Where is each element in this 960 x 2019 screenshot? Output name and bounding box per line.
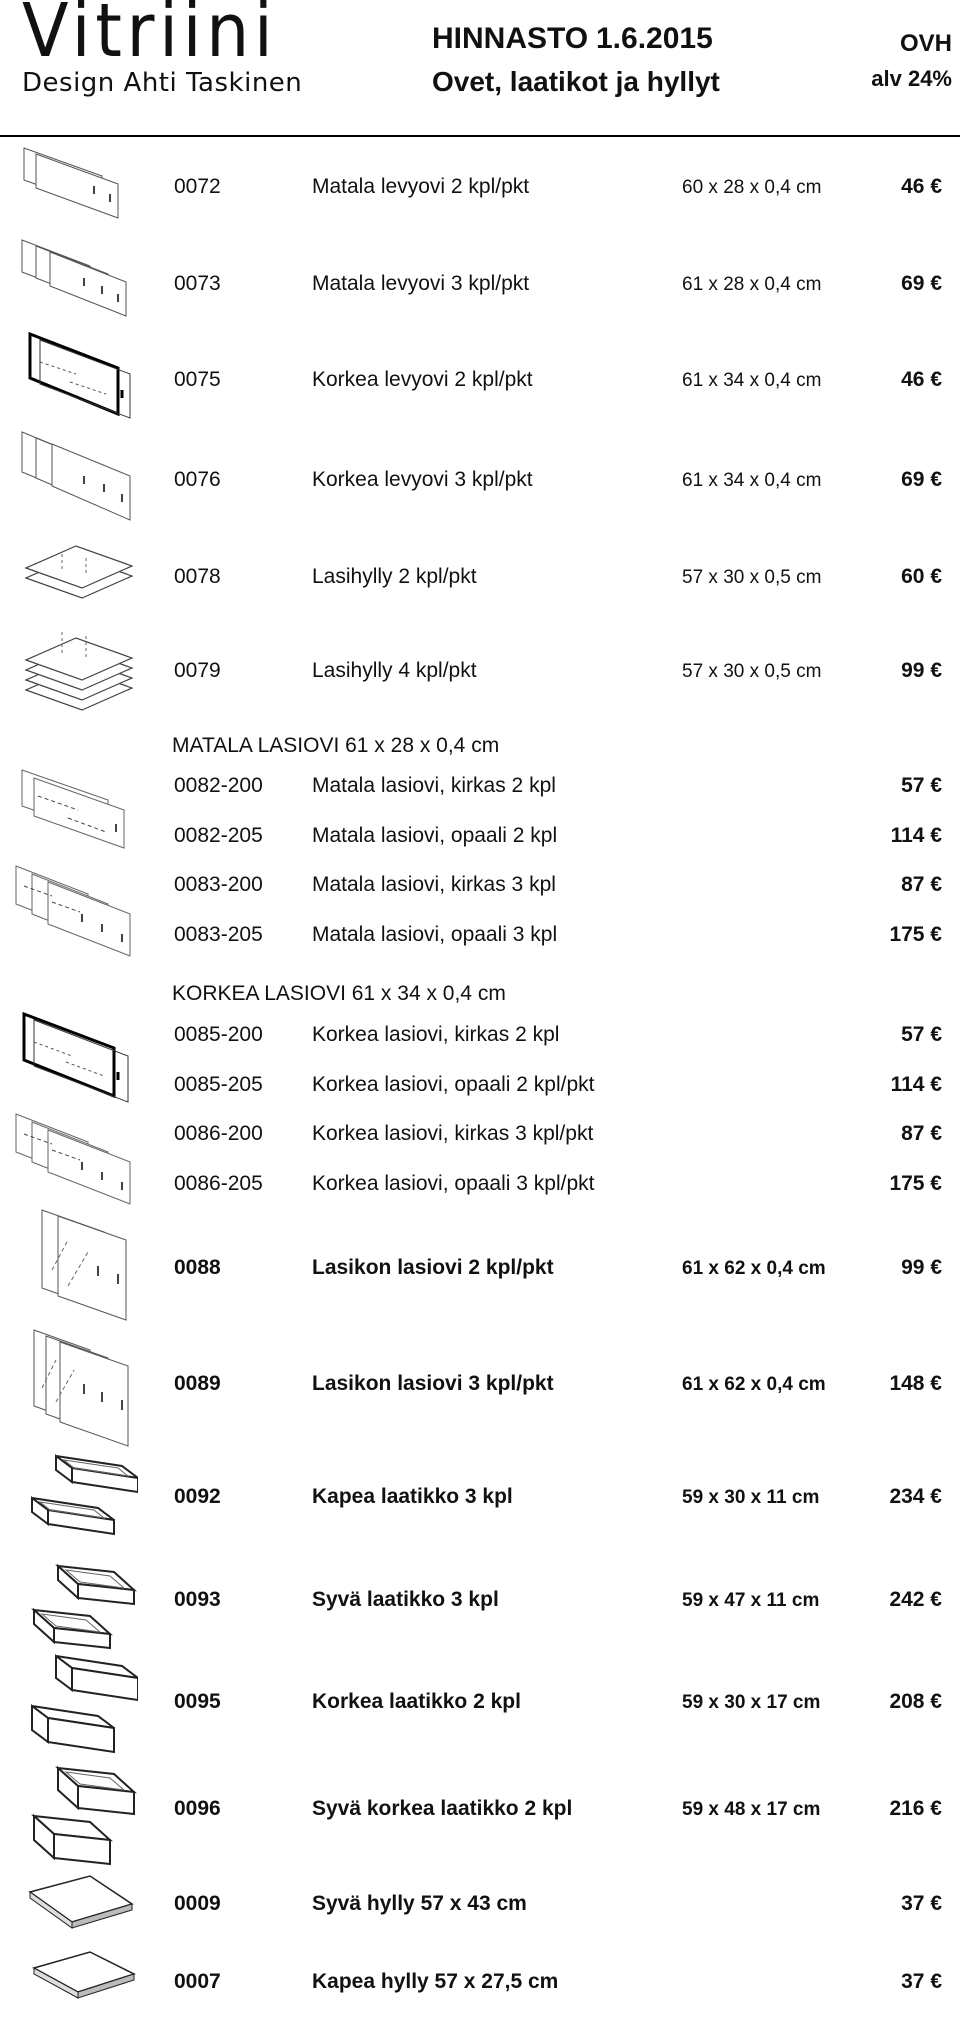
product-name: Syvä hylly 57 x 43 cm bbox=[312, 1892, 527, 1915]
product-row bbox=[0, 565, 960, 595]
product-price: 99 € bbox=[901, 1256, 942, 1279]
product-row bbox=[0, 659, 960, 689]
product-row bbox=[0, 1588, 960, 1618]
product-code: 0086-205 bbox=[174, 1172, 263, 1195]
product-name: Korkea lasiovi, opaali 3 kpl/pkt bbox=[312, 1172, 595, 1195]
product-name: Lasikon lasiovi 3 kpl/pkt bbox=[312, 1372, 554, 1395]
product-name: Lasihylly 2 kpl/pkt bbox=[312, 565, 477, 588]
product-price: 87 € bbox=[901, 1122, 942, 1145]
product-row bbox=[0, 272, 960, 302]
price-list-date: 1.6.2015 bbox=[596, 22, 713, 55]
product-name: Syvä korkea laatikko 2 kpl bbox=[312, 1797, 573, 1820]
price-list-subtitle: Ovet, laatikot ja hyllyt bbox=[432, 66, 720, 97]
product-price: 57 € bbox=[901, 1023, 942, 1046]
vat-label: alv 24% bbox=[871, 66, 952, 91]
product-price: 46 € bbox=[901, 368, 942, 391]
product-code: 0085-205 bbox=[174, 1073, 263, 1096]
product-name: Korkea levyovi 3 kpl/pkt bbox=[312, 468, 533, 491]
product-code: 0083-205 bbox=[174, 923, 263, 946]
product-price: 57 € bbox=[901, 774, 942, 797]
product-name: Kapea laatikko 3 kpl bbox=[312, 1485, 513, 1508]
section-heading-korkea: KORKEA LASIOVI 61 x 34 x 0,4 cm bbox=[172, 982, 506, 1005]
product-code: 0075 bbox=[174, 368, 221, 391]
product-name: Matala levyovi 2 kpl/pkt bbox=[312, 175, 530, 198]
product-price: 242 € bbox=[889, 1588, 942, 1611]
product-name: Lasihylly 4 kpl/pkt bbox=[312, 659, 477, 682]
product-price: 175 € bbox=[889, 923, 942, 946]
product-code: 0078 bbox=[174, 565, 221, 588]
product-price: 37 € bbox=[901, 1970, 942, 1993]
product-price: 114 € bbox=[890, 1073, 942, 1096]
product-code: 0076 bbox=[174, 468, 221, 491]
product-price: 216 € bbox=[889, 1797, 942, 1820]
product-row bbox=[0, 1122, 960, 1152]
product-dimensions: 59 x 47 x 11 cm bbox=[682, 1590, 820, 1611]
product-dimensions: 59 x 30 x 17 cm bbox=[682, 1692, 821, 1713]
product-dimensions: 61 x 34 x 0,4 cm bbox=[682, 370, 822, 391]
product-row bbox=[0, 873, 960, 903]
brand-logo-wordmark: Vitriini bbox=[22, 0, 278, 74]
product-dimensions: 61 x 34 x 0,4 cm bbox=[682, 470, 822, 491]
product-name: Matala lasiovi, kirkas 3 kpl bbox=[312, 873, 556, 896]
product-row bbox=[0, 923, 960, 953]
product-code: 0007 bbox=[174, 1970, 221, 1993]
product-name: Korkea lasiovi, kirkas 3 kpl/pkt bbox=[312, 1122, 594, 1145]
product-price: 99 € bbox=[901, 659, 942, 682]
product-price: 46 € bbox=[901, 175, 942, 198]
product-code: 0083-200 bbox=[174, 873, 263, 896]
product-row bbox=[0, 824, 960, 854]
product-name: Matala lasiovi, opaali 3 kpl bbox=[312, 923, 558, 946]
product-name: Matala levyovi 3 kpl/pkt bbox=[312, 272, 530, 295]
product-name: Syvä laatikko 3 kpl bbox=[312, 1588, 499, 1611]
product-price: 208 € bbox=[889, 1690, 942, 1713]
product-price: 175 € bbox=[889, 1172, 942, 1195]
product-code: 0085-200 bbox=[174, 1023, 263, 1046]
product-row bbox=[0, 175, 960, 205]
product-name: Matala lasiovi, kirkas 2 kpl bbox=[312, 774, 556, 797]
product-name: Korkea lasiovi, kirkas 2 kpl bbox=[312, 1023, 560, 1046]
product-code: 0079 bbox=[174, 659, 221, 682]
product-row bbox=[0, 1372, 960, 1402]
product-row bbox=[0, 468, 960, 498]
product-code: 0096 bbox=[174, 1797, 221, 1820]
product-row bbox=[0, 1690, 960, 1720]
product-row bbox=[0, 1797, 960, 1827]
product-dimensions: 61 x 62 x 0,4 cm bbox=[682, 1374, 826, 1395]
product-price: 234 € bbox=[889, 1485, 942, 1508]
product-code: 0092 bbox=[174, 1485, 221, 1508]
product-code: 0009 bbox=[174, 1892, 221, 1915]
product-name: Lasikon lasiovi 2 kpl/pkt bbox=[312, 1256, 554, 1279]
product-row bbox=[0, 368, 960, 398]
product-row bbox=[0, 1023, 960, 1053]
product-row bbox=[0, 1172, 960, 1202]
header-divider bbox=[0, 135, 960, 137]
product-row bbox=[0, 774, 960, 804]
product-dimensions: 57 x 30 x 0,5 cm bbox=[682, 661, 822, 682]
brand-logo-subtitle: Design Ahti Taskinen bbox=[22, 68, 303, 98]
product-code: 0072 bbox=[174, 175, 221, 198]
product-code: 0089 bbox=[174, 1372, 221, 1395]
product-price: 69 € bbox=[901, 272, 942, 295]
product-price: 87 € bbox=[901, 873, 942, 896]
product-row bbox=[0, 1256, 960, 1286]
product-code: 0086-200 bbox=[174, 1122, 263, 1145]
product-name: Korkea lasiovi, opaali 2 kpl/pkt bbox=[312, 1073, 595, 1096]
product-price: 114 € bbox=[890, 824, 942, 847]
product-code: 0082-200 bbox=[174, 774, 263, 797]
price-list-title: HINNASTO bbox=[432, 22, 589, 55]
product-code: 0093 bbox=[174, 1588, 221, 1611]
product-row bbox=[0, 1970, 960, 2000]
product-row bbox=[0, 1892, 960, 1922]
product-dimensions: 57 x 30 x 0,5 cm bbox=[682, 567, 822, 588]
product-code: 0073 bbox=[174, 272, 221, 295]
product-dimensions: 59 x 48 x 17 cm bbox=[682, 1799, 821, 1820]
price-type-label: OVH bbox=[899, 30, 952, 57]
product-price: 69 € bbox=[901, 468, 942, 491]
product-row bbox=[0, 1073, 960, 1103]
product-name: Korkea levyovi 2 kpl/pkt bbox=[312, 368, 533, 391]
product-dimensions: 61 x 62 x 0,4 cm bbox=[682, 1258, 826, 1279]
product-code: 0082-205 bbox=[174, 824, 263, 847]
product-price: 148 € bbox=[889, 1372, 942, 1395]
product-price: 37 € bbox=[901, 1892, 942, 1915]
product-dimensions: 59 x 30 x 11 cm bbox=[682, 1487, 820, 1508]
product-price: 60 € bbox=[901, 565, 942, 588]
product-row bbox=[0, 1485, 960, 1515]
product-code: 0095 bbox=[174, 1690, 221, 1713]
product-name: Kapea hylly 57 x 27,5 cm bbox=[312, 1970, 559, 1993]
section-heading-matala: MATALA LASIOVI 61 x 28 x 0,4 cm bbox=[172, 734, 500, 757]
product-name: Matala lasiovi, opaali 2 kpl bbox=[312, 824, 558, 847]
product-dimensions: 61 x 28 x 0,4 cm bbox=[682, 274, 822, 295]
product-dimensions: 60 x 28 x 0,4 cm bbox=[682, 177, 822, 198]
product-name: Korkea laatikko 2 kpl bbox=[312, 1690, 521, 1713]
product-code: 0088 bbox=[174, 1256, 221, 1279]
